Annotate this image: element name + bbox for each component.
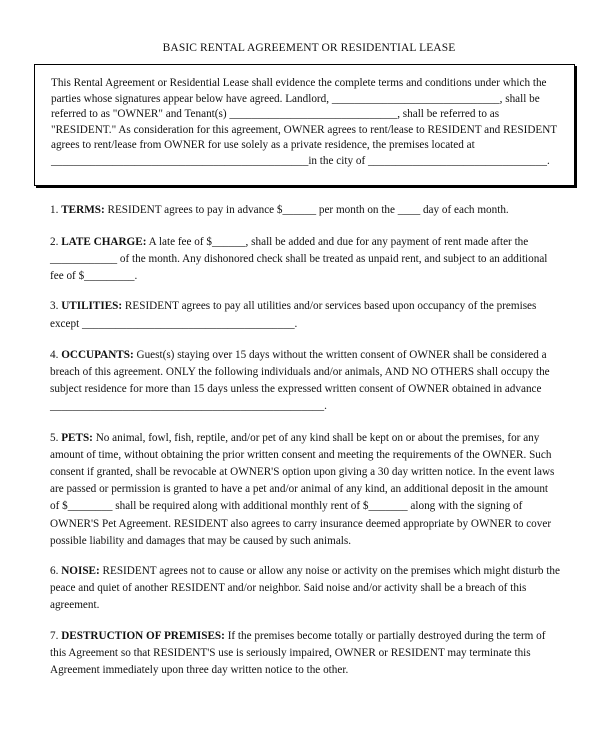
section-heading: PETS:: [61, 431, 93, 444]
section-text: A late fee of $______, shall be added and due for any payment of rent made after the ____________ of the month. Any dishonored check shall be treated as unpaid rent, and subject to an additional fee of $_________.: [50, 235, 548, 283]
document-title: BASIC RENTAL AGREEMENT OR RESIDENTIAL LEASE: [162, 42, 456, 54]
section-text: RESIDENT agrees to pay all utilities and/or services based upon occupancy of the premises except ______________________________________.: [50, 300, 537, 330]
section-number: 7.: [50, 629, 59, 642]
section-heading: DESTRUCTION OF PREMISES:: [61, 629, 225, 642]
intro-box: [34, 64, 575, 186]
section-text: No animal, fowl, fish, reptile, and/or pet of any kind shall be kept on or about the premises, for any amount of time, without obtaining the prior written consent and meeting the requirements of the OWNER. Such consent if granted, shall be revocable at OWNER'S option upon giving a 30 day written notice. In the event laws are passed or permission is granted to have a pet and/or animal of any kind, an additional deposit in the amount of $________ shall be required along with additional monthly rent of $_______ along with the signing of OWNER'S Pet Agreement. RESIDENT also agrees to carry insurance deemed appropriate by OWNER to cover possible liability and damages that may be caused by such animals.: [50, 431, 555, 547]
section-heading: LATE CHARGE:: [61, 235, 147, 248]
section-heading: TERMS:: [61, 203, 105, 216]
section-text: RESIDENT agrees not to cause or allow any noise or activity on the premises which might disturb the peace and quiet of another RESIDENT and/or neighbor. Said noise and/or activity shall be a breach of this agreement.: [50, 565, 560, 612]
section-late-charge: [50, 234, 560, 286]
section-heading: OCCUPANTS:: [61, 348, 134, 361]
section-number: 3.: [50, 300, 59, 313]
section-heading: NOISE:: [61, 565, 100, 578]
section-occupants: [50, 347, 560, 416]
section-terms: [50, 202, 560, 219]
section-text: Guest(s) staying over 15 days without the written consent of OWNER shall be considered a breach of this agreement. ONLY the following individuals and/or animals, AND NO OTHERS shall occupy the subject residence for more than 15 days unless the expressed written consent of OWNER obtained in advance _________________________________________________.: [50, 348, 550, 413]
section-number: 5.: [50, 431, 59, 444]
section-destruction-of-premises: [50, 628, 560, 680]
section-text: If the premises become totally or partially destroyed during the term of this Agreement so that RESIDENT'S use is seriously impaired, OWNER or RESIDENT may terminate this Agreement immediately upon three day written notice to the other.: [50, 629, 546, 677]
section-pets: [50, 430, 560, 550]
section-text: RESIDENT agrees to pay in advance $______ per month on the ____ day of each month.: [104, 203, 509, 216]
section-noise: [50, 563, 560, 615]
section-utilities: [50, 298, 560, 332]
section-heading: UTILITIES:: [61, 300, 123, 313]
intro-paragraph: This Rental Agreement or Residential Lease shall evidence the complete terms and conditions under which the parties whose signatures appear below have agreed. Landlord, ______________________________, shall be referred to as "OWNER" and Tenant(s) ______________________________, shall be referred to as "RESIDENT." As consideration for this agreement, OWNER agrees to rent/lease to RESIDENT and RESIDENT agrees to rent/lease from OWNER for use solely as a private residence, the premises located at ______________________________________________in the city of ________________________________.: [51, 77, 557, 167]
section-number: 2.: [50, 235, 59, 248]
section-number: 4.: [50, 348, 59, 361]
section-number: 6.: [50, 565, 59, 578]
section-number: 1.: [50, 203, 59, 216]
